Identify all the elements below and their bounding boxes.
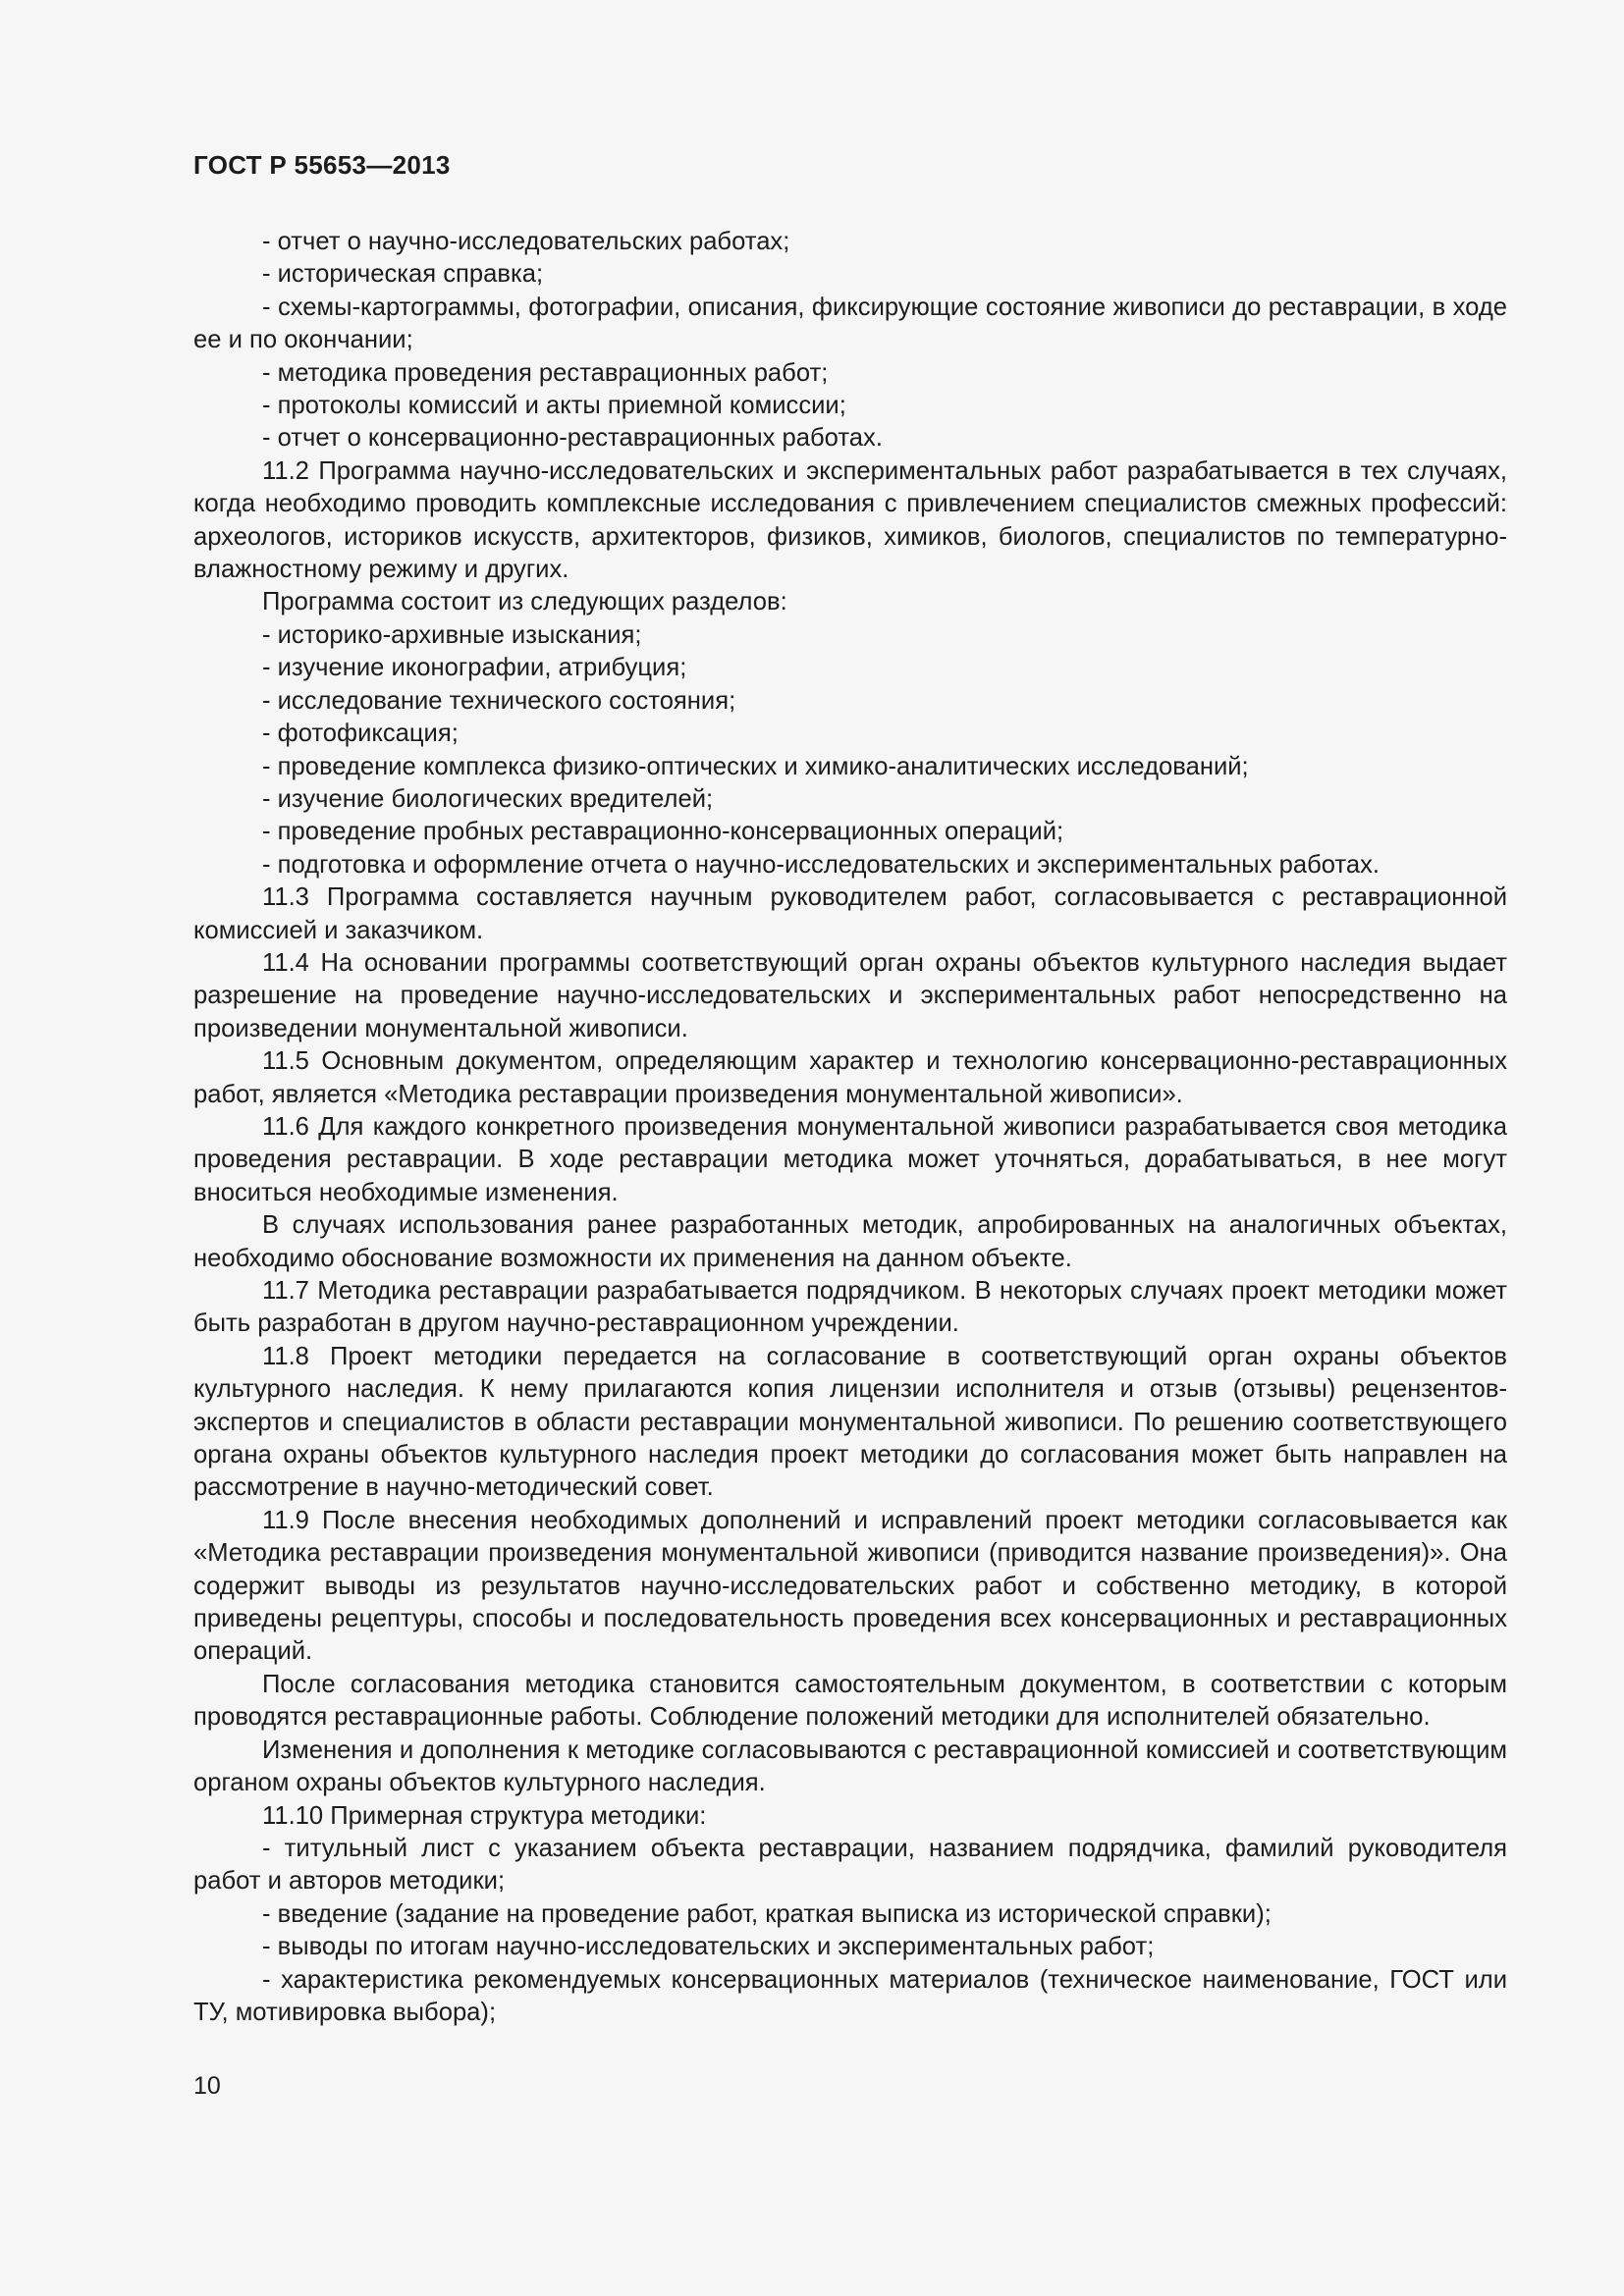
paragraph: В случаях использования ранее разработанных методик, апробированных на аналогичных объектах, необходимо обоснование возможности их применения на данном объекте. <box>193 1211 1507 1272</box>
paragraph: 11.5 Основным документом, определяющим характер и технологию консервационно-реставрационных работ, является «Методика реставрации произведения монументальной живописи». <box>193 1047 1507 1108</box>
document-body <box>193 226 1507 2029</box>
paragraph: - историко-архивные изыскания; <box>262 620 642 649</box>
paragraph: 11.6 Для каждого конкретного произведения монументальной живописи разрабатывается своя методика проведения реставрации. В ходе реставрации методика может уточняться, дорабатываться, в нее могут вноситься необходимые изменения. <box>193 1112 1507 1206</box>
paragraph: - введение (задание на проведение работ, краткая выписка из исторической справки); <box>262 1899 1272 1928</box>
paragraph: - характеристика рекомендуемых консервационных материалов (техническое наименование, ГОСТ или ТУ, мотивировка выбора); <box>193 1965 1507 2026</box>
paragraph: 11.9 После внесения необходимых дополнений и исправлений проект методики согласовывается как «Методика реставрации произведения монументальной живописи (приводится название произведения)». Она содержит выводы из результатов научно-исследовательских работ и собственно методику, в которой приведены рецептуры, способы и последовательность проведения всех консервационных и реставрационных операций. <box>193 1506 1507 1666</box>
paragraph: 11.2 Программа научно-исследовательских и экспериментальных работ разрабатывается в тех случаях, когда необходимо проводить комплексные исследования с привлечением специалистов смежных профессий: археологов, историков искусств, архитекторов, физиков, химиков, биологов, специалистов по температурно-влажностному режиму и других. <box>193 456 1507 584</box>
paragraph: - выводы по итогам научно-исследовательских и экспериментальных работ; <box>262 1933 1155 1961</box>
paragraph: - схемы-картограммы, фотографии, описания, фиксирующие состояние живописи до реставрации, в ходе ее и по окончании; <box>193 293 1507 354</box>
paragraph: 11.4 На основании программы соответствующий орган охраны объектов культурного наследия выдает разрешение на проведение научно-исследовательских и экспериментальных работ непосредственно на произведении монументальной живописи. <box>193 948 1507 1042</box>
paragraph: - изучение иконографии, атрибуция; <box>262 654 687 682</box>
paragraph: - подготовка и оформление отчета о научно-исследовательских и экспериментальных работах. <box>262 850 1380 879</box>
paragraph: - фотофиксация; <box>262 720 459 748</box>
paragraph: Изменения и дополнения к методике согласовываются с реставрационной комиссией и соответствующим органом охраны объектов культурного наследия. <box>193 1735 1507 1797</box>
paragraph: - проведение пробных реставрационно-консервационных операций; <box>262 818 1064 846</box>
paragraph: - историческая справка; <box>262 260 544 289</box>
paragraph: - протоколы комиссий и акты приемной комиссии; <box>262 392 846 420</box>
paragraph: 11.8 Проект методики передается на согласование в соответствующий орган охраны объектов культурного наследия. К нему прилагаются копия лицензии исполнителя и отзыв (отзывы) рецензентов-экспертов и специалистов в области реставрации монументальной живописи. По решению соответствующего органа охраны объектов культурного наследия проект методики до согласования может быть направлен на рассмотрение в научно-методический совет. <box>193 1342 1507 1502</box>
paragraph: После согласования методика становится самостоятельным документом, в соответствии с которым проводятся реставрационные работы. Соблюдение положений методики для исполнителей обязательно. <box>193 1670 1507 1732</box>
paragraph: - изучение биологических вредителей; <box>262 784 714 813</box>
paragraph: 11.3 Программа составляется научным руководителем работ, согласовывается с реставрационной комиссией и заказчиком. <box>193 883 1507 944</box>
document-code-header: ГОСТ Р 55653—2013 <box>193 150 451 180</box>
paragraph: - отчет о научно-исследовательских работах; <box>262 228 790 255</box>
paragraph: - проведение комплекса физико-оптических и химико-аналитических исследований; <box>262 752 1249 780</box>
paragraph: - методика проведения реставрационных работ; <box>262 358 829 387</box>
paragraph: Программа состоит из следующих разделов: <box>262 588 787 616</box>
page-number: 10 <box>193 2072 221 2100</box>
paragraph: - исследование технического состояния; <box>262 686 736 715</box>
paragraph: - отчет о консервационно-реставрационных работах. <box>262 424 883 453</box>
paragraph: - титульный лист с указанием объекта реставрации, названием подрядчика, фамилий руководителя работ и авторов методики; <box>193 1834 1507 1896</box>
paragraph: 11.10 Примерная структура методики: <box>262 1801 707 1830</box>
paragraph: 11.7 Методика реставрации разрабатывается подрядчиком. В некоторых случаях проект методики может быть разработан в другом научно-реставрационном учреждении. <box>193 1277 1507 1338</box>
